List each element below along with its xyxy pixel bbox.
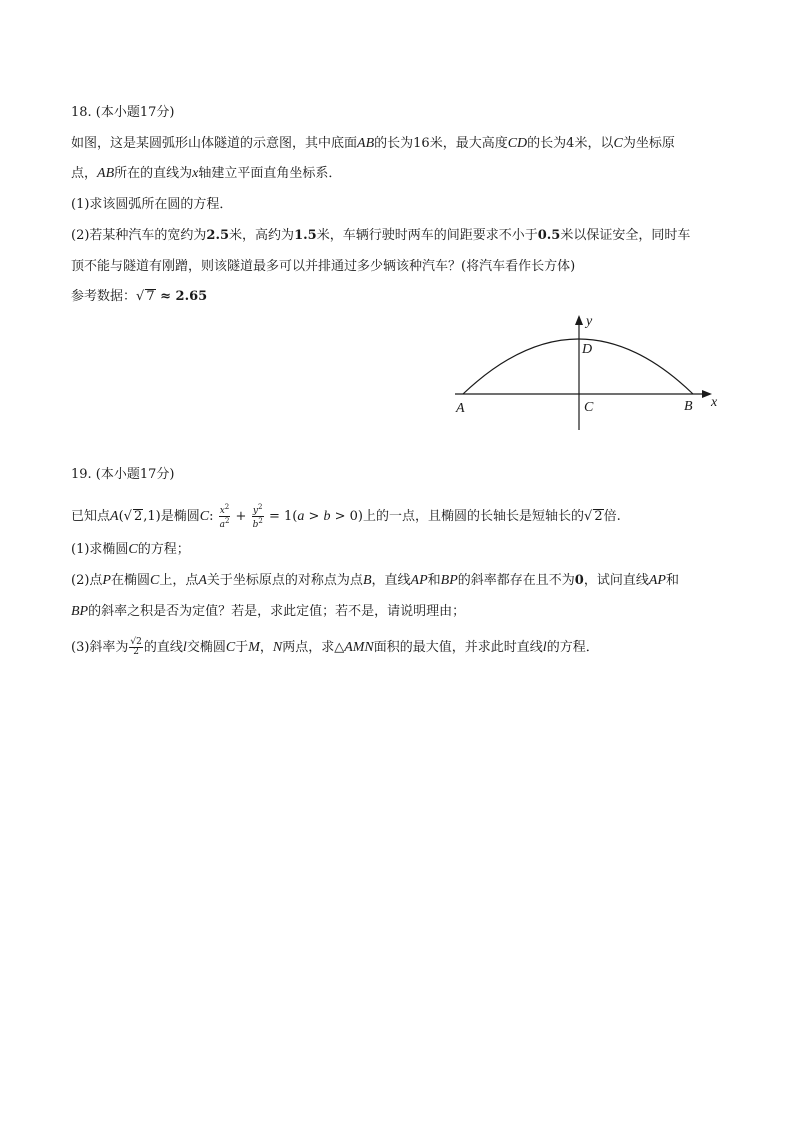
text: (: [118, 509, 124, 524]
label-A: A: [456, 401, 465, 416]
q18-part2-line2: 顶不能与隧道有刚蹭，则该隧道最多可以并排通过多少辆该种汽车？(将汽车看作长方体): [71, 259, 576, 274]
number: 0: [574, 573, 584, 588]
radicand: 2: [136, 637, 142, 647]
text: 和: [665, 573, 679, 588]
q19-part1: [71, 541, 190, 559]
text: 已知点: [71, 509, 111, 524]
var-CD: CD: [507, 136, 528, 151]
tunnel-arc: [463, 339, 693, 394]
tunnel-figure: [450, 308, 730, 438]
var-b: b: [252, 520, 259, 530]
text: 米，高约为: [229, 228, 295, 243]
text: 参考数据：: [71, 289, 137, 304]
q18-part1: (1)求该圆弧所在圆的方程．: [71, 197, 233, 212]
var-y: y: [252, 506, 259, 516]
number: 4: [566, 136, 575, 151]
var-C: C: [613, 136, 623, 151]
text: 如图，这是某圆弧形山体隧道的示意图，其中底面: [71, 136, 358, 151]
q19-part3: [71, 638, 599, 657]
text: 米以保证安全，同时车: [560, 228, 691, 243]
var-A: A: [110, 509, 119, 524]
text: :: [209, 509, 218, 524]
text: 的长为: [527, 136, 567, 151]
text: 的斜率都存在且不为: [457, 573, 575, 588]
label-D: D: [582, 342, 593, 357]
y-axis-arrow: [575, 315, 583, 325]
number: 0.5: [537, 228, 561, 243]
q19-part2-line2: [71, 603, 465, 621]
radical-sign: √: [123, 509, 132, 524]
q18-part2-line1: [71, 227, 690, 245]
fraction-x2-a2: $\frac{x^2}{a^2}$: [219, 503, 230, 530]
fraction-y2-b2: $\frac{y^2}{b^2}$: [252, 503, 263, 530]
text: 轴建立平面直角坐标系．: [198, 166, 342, 181]
text: 在椭圆: [110, 573, 150, 588]
text: ，: [259, 640, 273, 655]
var-a: a: [297, 509, 305, 524]
text: (3)斜率为: [71, 640, 129, 655]
q19-part2-line1: [71, 572, 679, 590]
q19-stem: [71, 503, 621, 530]
var-l: l: [182, 640, 187, 655]
text: 于: [235, 640, 249, 655]
number: ≈ 2.65: [155, 289, 208, 304]
text: 的直线: [143, 640, 183, 655]
number: 16: [413, 136, 430, 151]
var-P: P: [102, 573, 111, 588]
radicand: 2: [133, 509, 143, 524]
text: (2)点: [71, 573, 103, 588]
label-C: C: [584, 400, 594, 415]
text: 面积的最大值，并求此时直线: [373, 640, 543, 655]
text: 上，点: [159, 573, 199, 588]
q18-header: 18. (本小题17分): [71, 105, 175, 120]
var-x: x: [192, 166, 199, 181]
text: >: [304, 509, 324, 524]
radical-sign: √: [584, 509, 593, 524]
var-AMN: AMN: [344, 640, 374, 655]
label-B: B: [684, 399, 693, 414]
text: 米，车辆行驶时两车的间距要求不小于: [316, 228, 538, 243]
var-AB: AB: [357, 136, 375, 151]
text: 的斜率之积是否为定值？若是，求此定值；若不是，请说明理由；: [88, 604, 466, 619]
var-A: A: [198, 573, 207, 588]
var-C: C: [128, 542, 138, 557]
var-C: C: [225, 640, 236, 655]
text: > 0)上的一点，且椭圆的长轴长是短轴长的: [330, 509, 585, 524]
text: 和: [427, 573, 441, 588]
text: 米，最大高度: [429, 136, 508, 151]
var-BP: BP: [440, 573, 458, 588]
q18-stem-line1: [71, 135, 675, 153]
radicand: 7: [146, 289, 155, 304]
var-N: N: [272, 640, 283, 655]
text: 点，: [71, 166, 98, 181]
var-a: a: [219, 520, 225, 530]
var-AB: AB: [97, 166, 115, 181]
number: 1.5: [294, 228, 317, 243]
text: 所在的直线为: [114, 166, 193, 181]
text: (2)若某种汽车的宽约为: [71, 228, 207, 243]
denominator: 2: [133, 647, 140, 657]
text: (1)求椭圆: [71, 542, 129, 557]
var-l: l: [542, 640, 547, 655]
q19-header: 19. (本小题17分): [71, 467, 175, 482]
var-C: C: [199, 509, 210, 524]
radical-sign: √: [136, 289, 145, 304]
text: 米，以: [574, 136, 614, 151]
text: 关于坐标原点的对称点为点: [206, 573, 363, 588]
var-BP: BP: [71, 604, 89, 619]
fraction-sqrt2-over-2: [129, 638, 142, 657]
text: 两点，求△: [282, 640, 345, 655]
var-AP: AP: [648, 573, 666, 588]
text: = 1(: [264, 509, 298, 524]
text: 的方程．: [546, 640, 599, 655]
q18-stem-line2: [71, 165, 341, 183]
text: 倍.: [603, 509, 621, 524]
label-y: y: [586, 314, 593, 329]
text: 的方程；: [137, 542, 190, 557]
var-x: x: [219, 506, 225, 516]
text: ，试问直线: [583, 573, 649, 588]
label-x: x: [711, 395, 718, 410]
text: 交椭圆: [186, 640, 226, 655]
var-B: B: [362, 573, 372, 588]
var-AP: AP: [410, 573, 428, 588]
radicand: 2: [594, 509, 603, 524]
text: +: [231, 509, 251, 524]
text: 的长为: [374, 136, 414, 151]
q18-reference-data: [71, 288, 207, 306]
text: 为坐标原: [622, 136, 675, 151]
text: ,1)是椭圆: [143, 509, 200, 524]
var-b: b: [323, 509, 331, 524]
var-M: M: [248, 640, 260, 655]
var-C: C: [150, 573, 160, 588]
number: 2.5: [206, 228, 230, 243]
text: ，直线: [371, 573, 411, 588]
radical-sign: √: [130, 637, 137, 647]
